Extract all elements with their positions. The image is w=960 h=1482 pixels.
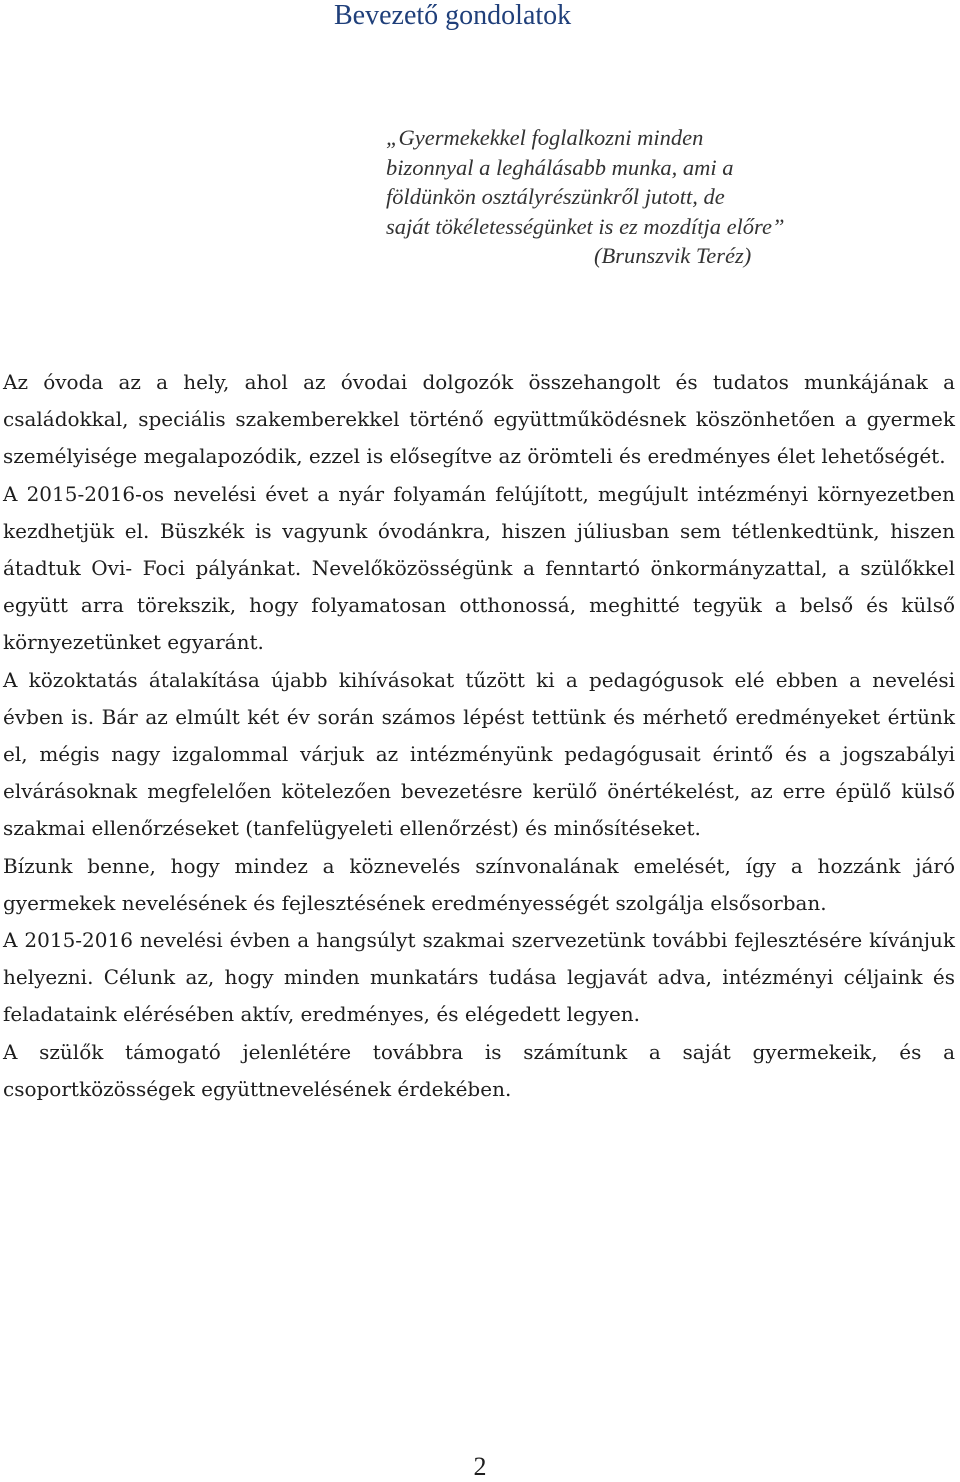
paragraph: A közoktatás átalakítása újabb kihívásokat tűzött ki a pedagógusok elé ebben a nevelési évben is. Bár az elmúlt két év során számos lépést tettünk és mérhető eredményeket értünk el, mégis nagy izgalommal várjuk az intézményünk pedagógusait érintő és a jogszabályi elvárásoknak megfelelően kötelezően bevezetésre kerülő önértékelést, az erre épülő külső szakmai ellenőrzéseket (tanfelügyeleti ellenőrzést) és minősítéseket.	[3, 667, 955, 841]
page-title: Bevezető gondolatok	[334, 0, 572, 31]
motto-quote	[386, 123, 906, 271]
motto-line: „Gyermekekkel foglalkozni minden	[386, 125, 704, 150]
motto-line: bizonnyal a leghálásabb munka, ami a	[386, 154, 734, 180]
motto-line: saját tökéletességünket is ez mozdítja előre”	[386, 213, 785, 239]
paragraph: Az óvoda az a hely, ahol az óvodai dolgozók összehangolt és tudatos munkájának a családokkal, speciális szakemberekkel történő együttműködésnek köszönhetően a gyermek személyisége megalapozódik, ezzel is elősegítve az örömteli és eredményes élet lehetőségét.	[3, 370, 955, 469]
paragraph: A szülők támogató jelenlétére továbbra is számítunk a saját gyermekeik, és a csoportközösségek együttnevelésének érdekében.	[3, 1039, 955, 1101]
motto-author: (Brunszvik Teréz)	[594, 243, 752, 268]
paragraph: A 2015-2016 nevelési évben a hangsúlyt szakmai szervezetünk további fejlesztésére kívánjuk helyezni. Célunk az, hogy minden munkatárs tudása legjavát adva, intézményi céljaink és feladataink elérésében aktív, eredményes, és elégedett legyen.	[3, 928, 955, 1027]
page-number: 2	[473, 1452, 487, 1481]
motto-line: földünkön osztályrészünkről jutott, de	[386, 184, 725, 209]
body-text	[3, 364, 955, 1108]
paragraph: A 2015-2016-os nevelési évet a nyár folyamán felújított, megújult intézményi környezetben kezdhetjük el. Büszkék is vagyunk óvodánkra, hiszen júliusban sem tétlenkedtünk, hiszen átadtuk Ovi- Foci pályánkat. Nevelőközösségünk a fenntartó önkormányzattal, a szülőkkel együtt arra törekszik, hogy folyamatosan otthonossá, meghitté tegyük a belső és külső környezetünket egyaránt.	[3, 481, 955, 655]
paragraph: Bízunk benne, hogy mindez a köznevelés színvonalának emelését, így a hozzánk járó gyermekek nevelésének és fejlesztésének eredményességét szolgálja elsősorban.	[3, 853, 955, 915]
